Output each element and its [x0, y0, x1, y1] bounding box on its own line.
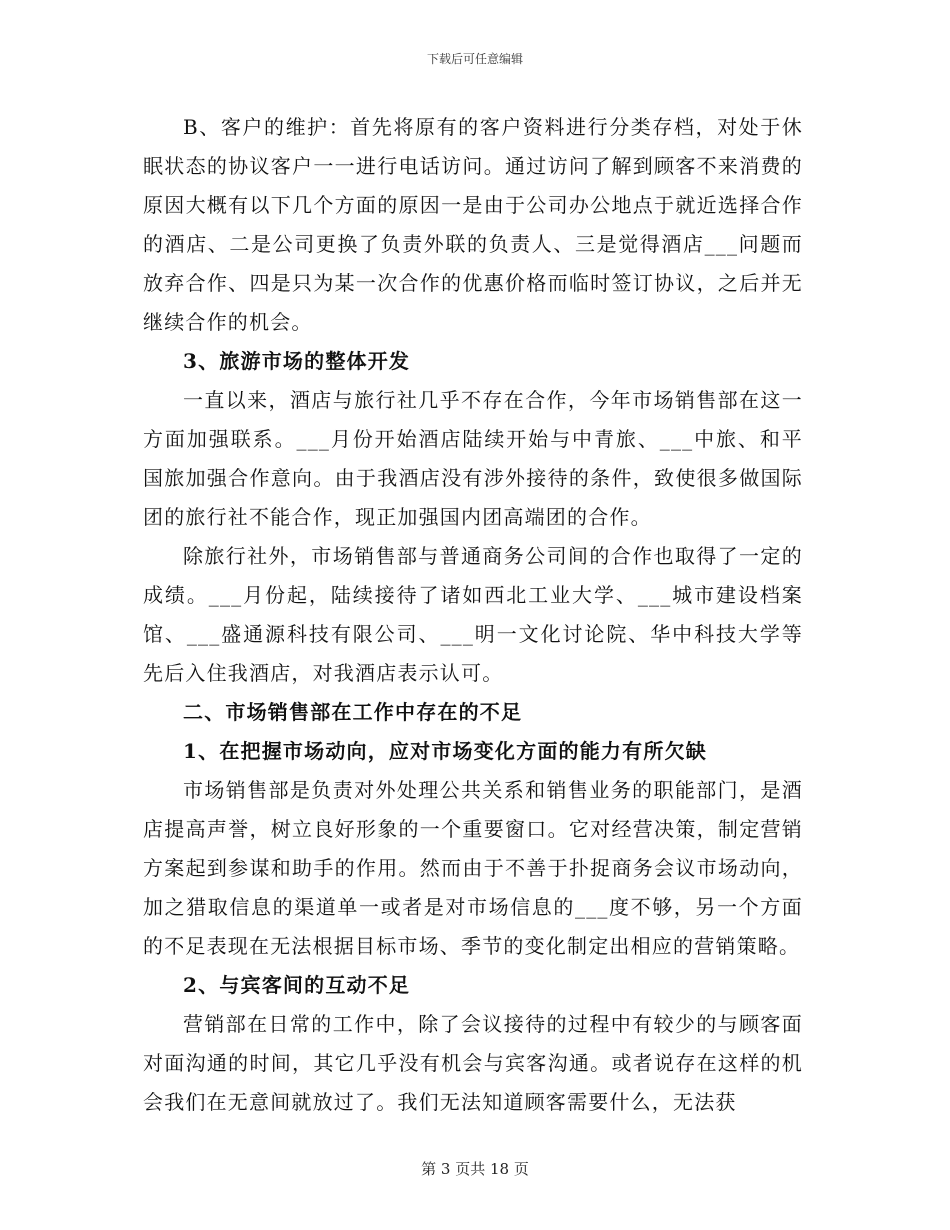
paragraph-customer-maintenance: B、客户的维护：首先将原有的客户资料进行分类存档，对处于休眠状态的协议客户一一进行电话访问。通过访问了解到顾客不来消费的原因大概有以下几个方面的原因一是由于公司办公地点于就近选择合作的酒店、二是公司更换了负责外联的负责人、三是觉得酒店___问题而放弃合作、四是只为某一次合作的优惠价格而临时签订协议，之后并无继续合作的机会。 [143, 115, 803, 334]
heading-shortcomings: 二、市场销售部在工作中存在的不足 [183, 700, 523, 724]
heading-tourism-market: 3、旅游市场的整体开发 [183, 349, 411, 373]
page-header: 下载后可任意编辑 [426, 52, 523, 66]
paragraph-sales-department: 市场销售部是负责对外处理公共关系和销售业务的职能部门，是酒店提高声誉，树立良好形象的一个重要窗口。它对经营决策，制定营销方案起到参谋和助手的作用。然而由于不善于扑捉商务会议市场动向，加之猎取信息的渠道单一或者是对市场信息的___度不够，另一个方面的不足表现在无法根据目标市场、季节的变化制定出相应的营销策略。 [143, 778, 803, 958]
page-footer: 第 3 页共 18 页 [421, 1160, 529, 1178]
heading-market-trends: 1、在把握市场动向，应对市场变化方面的能力有所欠缺 [183, 739, 707, 763]
paragraph-travel-agency: 一直以来，酒店与旅行社几乎不存在合作，今年市场销售部在这一方面加强联系。___月份开始酒店陆续开始与中青旅、___中旅、和平国旅加强合作意向。由于我酒店没有涉外接待的条件，致使很多做国际团的旅行社不能合作，现正加强国内团高端团的合作。 [143, 388, 803, 529]
heading-guest-interaction: 2、与宾客间的互动不足 [183, 973, 411, 997]
paragraph-daily-work: 营销部在日常的工作中，除了会议接待的过程中有较少的与顾客面对面沟通的时间，其它几乎没有机会与宾客沟通。或者说存在这样的机会我们在无意间就放过了。我们无法知道顾客需要什么，无法获 [143, 1012, 803, 1114]
paragraph-business-companies: 除旅行社外，市场销售部与普通商务公司间的合作也取得了一定的成绩。___月份起，陆续接待了诸如西北工业大学、___城市建设档案馆、___盛通源科技有限公司、___明一文化讨论院、华中科技大学等先后入住我酒店，对我酒店表示认可。 [143, 544, 803, 685]
document-body [143, 108, 803, 1122]
